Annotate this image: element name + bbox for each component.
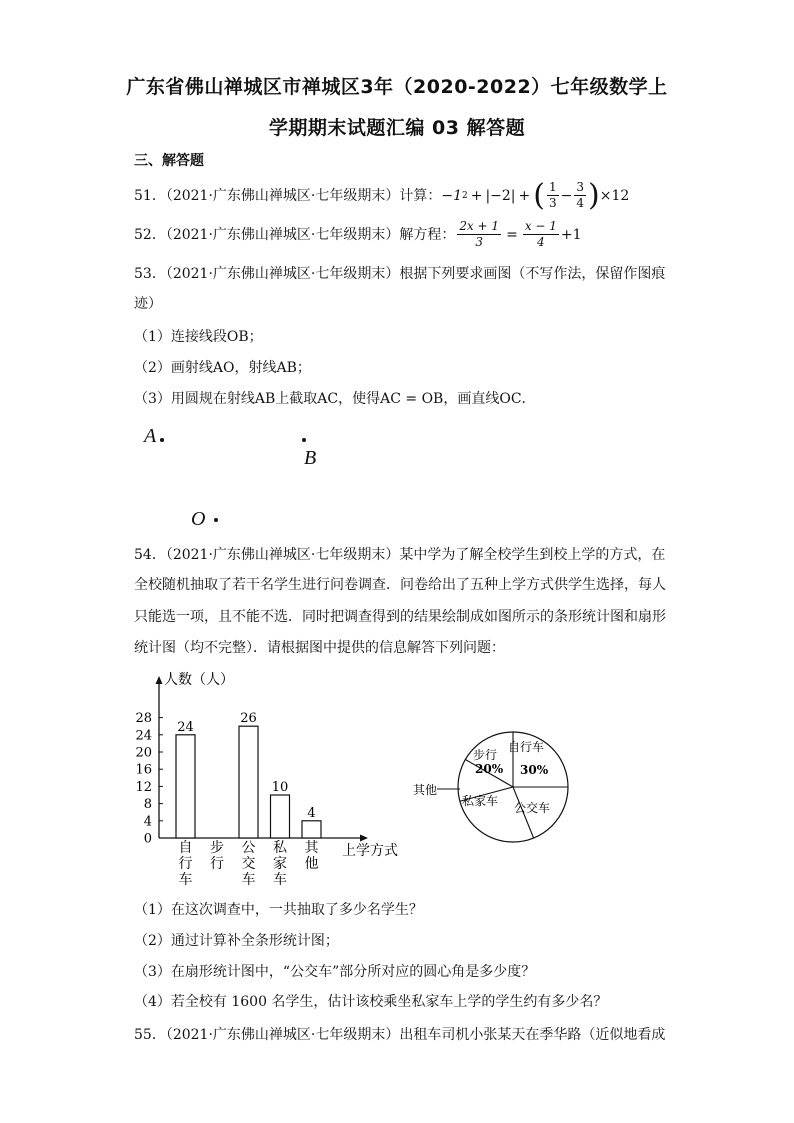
bar-chart-ylabel: 人数（人） bbox=[164, 672, 234, 688]
bar-category-label-3: 家 bbox=[273, 856, 287, 872]
q51-paren-close: ) bbox=[588, 177, 600, 213]
pie-chart bbox=[410, 725, 610, 845]
bar-chart bbox=[130, 668, 420, 893]
bar-category-label-1: 行 bbox=[210, 856, 224, 872]
q52-tail: +1 bbox=[560, 226, 582, 243]
q51-prefix: 51．（2021·广东佛山禅城区·七年级期末）计算： bbox=[134, 187, 442, 204]
point-o-dot bbox=[214, 518, 218, 522]
question-54-sub1: （1）在这次调查中，一共抽取了多少名学生？ bbox=[134, 902, 423, 918]
bar-category-label-0: 自 bbox=[178, 840, 193, 856]
bar-data-label-4: 4 bbox=[307, 805, 316, 821]
pie-slice-label-bike: 自行车 bbox=[508, 740, 545, 754]
q52-equals: = bbox=[506, 226, 518, 243]
bar-0 bbox=[176, 735, 195, 838]
bar-chart-ytick-label: 24 bbox=[135, 728, 152, 744]
pie-slice-value-bike: 30% bbox=[520, 763, 549, 777]
question-53-item2: （2）画射线AO，射线AB； bbox=[134, 360, 311, 376]
bar-chart-ytick-label: 12 bbox=[135, 779, 152, 795]
point-a-label: A bbox=[144, 425, 157, 447]
question-51 bbox=[134, 177, 630, 213]
question-54-line4: 统计图（均不完整）．请根据图中提供的信息解答下列问题： bbox=[134, 640, 505, 656]
bar-chart-xlabel: 上学方式 bbox=[342, 843, 398, 859]
point-b-label: B bbox=[304, 447, 317, 469]
bar-chart-y-arrow bbox=[156, 676, 163, 684]
point-a-dot bbox=[160, 438, 164, 442]
bar-category-label-2: 车 bbox=[241, 872, 256, 888]
bar-data-label-3: 10 bbox=[271, 780, 289, 795]
bar-3 bbox=[271, 795, 290, 838]
q51-tail: ×12 bbox=[599, 187, 630, 204]
bar-category-label-4: 其 bbox=[304, 840, 319, 856]
bar-data-label-0: 24 bbox=[177, 719, 194, 735]
pie-slice-value-walk: 20% bbox=[475, 762, 504, 776]
question-53-item1: （1）连接线段OB； bbox=[134, 329, 263, 345]
bar-chart-ytick-label: 16 bbox=[135, 762, 152, 778]
q51-term-a: −1 bbox=[441, 187, 462, 204]
question-54-sub2: （2）通过计算补全条形统计图； bbox=[134, 933, 339, 949]
q52-rhs-fraction: $\frac{x - 1}{4}$ bbox=[524, 219, 557, 249]
question-54-sub3: （3）在扇形统计图中，“公交车”部分所对应的圆心角是多少度？ bbox=[134, 964, 536, 980]
bar-chart-ytick-label: 20 bbox=[135, 745, 152, 761]
question-55-line1: 55．（2021·广东佛山禅城区·七年级期末）出租车司机小张某天在季华路（近似地看成 bbox=[134, 1027, 666, 1043]
bar-4 bbox=[302, 821, 321, 838]
pie-slice-label-car: 私家车 bbox=[462, 794, 499, 808]
q51-paren-open: ( bbox=[533, 177, 545, 213]
pie-slice-label-other: 其他 bbox=[413, 783, 438, 797]
q52-prefix: 52．（2021·广东佛山禅城区·七年级期末）解方程： bbox=[134, 226, 456, 243]
bar-chart-ytick-label: 8 bbox=[143, 797, 152, 813]
bar-data-label-2: 26 bbox=[240, 711, 257, 727]
question-52 bbox=[134, 219, 582, 250]
bar-chart-ytick-label: 28 bbox=[135, 711, 152, 727]
bar-category-label-4: 他 bbox=[304, 856, 319, 872]
bar-2 bbox=[239, 726, 258, 838]
q51-fraction-2: $\frac{3}{4}$ bbox=[576, 180, 584, 210]
q52-lhs-fraction: $\frac{2x + 1}{3}$ bbox=[459, 219, 500, 249]
bar-chart-ytick-label: 0 bbox=[143, 831, 152, 847]
q51-plus-2: + bbox=[518, 187, 531, 204]
question-53-line2: 迹） bbox=[134, 296, 162, 312]
bar-category-label-2: 交 bbox=[241, 856, 256, 872]
bar-category-label-1: 步 bbox=[210, 840, 224, 856]
question-53-line1: 53．（2021·广东佛山禅城区·七年级期末）根据下列要求画图（不写作法，保留作图痕 bbox=[134, 266, 666, 282]
bar-category-label-3: 车 bbox=[273, 872, 287, 888]
question-53-item3: （3）用圆规在射线AB上截取AC，使得AC = OB，画直线OC． bbox=[134, 391, 536, 407]
question-54-line1: 54．（2021·广东佛山禅城区·七年级期末）某中学为了解全校学生到校上学的方式，在 bbox=[134, 547, 666, 563]
bar-chart-x-arrow bbox=[360, 835, 368, 842]
pie-slice-label-bus: 公交车 bbox=[514, 801, 551, 815]
section-heading: 三、解答题 bbox=[134, 153, 204, 169]
question-54-line3: 只能选一项，且不能不选．同时把调查得到的结果绘制成如图所示的条形统计图和扇形 bbox=[134, 609, 666, 625]
bar-chart-ytick-label: 4 bbox=[143, 814, 152, 830]
q51-exponent: 2 bbox=[461, 190, 468, 201]
bar-category-label-3: 私 bbox=[273, 840, 287, 856]
q51-fraction-1: $\frac{1}{3}$ bbox=[548, 180, 557, 210]
question-54-line2: 全校随机抽取了若干名学生进行问卷调查．问卷给出了五种上学方式供学生选择，每人 bbox=[134, 577, 666, 593]
point-o-label: O bbox=[191, 508, 206, 530]
q51-plus-1: + bbox=[470, 187, 483, 204]
page-title: 广东省佛山禅城区市禅城区3年（2020-2022）七年级数学上 bbox=[126, 76, 668, 98]
point-b-dot bbox=[302, 438, 306, 442]
page-title-line2: 学期期末试题汇编 03 解答题 bbox=[268, 117, 526, 139]
q51-abs: |−2| bbox=[485, 187, 516, 204]
question-54-sub4: （4）若全校有 1600 名学生，估计该校乘坐私家车上学的学生约有多少名？ bbox=[134, 994, 608, 1010]
bar-category-label-2: 公 bbox=[241, 840, 256, 856]
q51-minus: − bbox=[560, 187, 573, 204]
bar-category-label-0: 行 bbox=[178, 856, 193, 872]
bar-category-label-0: 车 bbox=[178, 872, 193, 888]
pie-slice-label-walk: 步行 bbox=[473, 748, 498, 762]
